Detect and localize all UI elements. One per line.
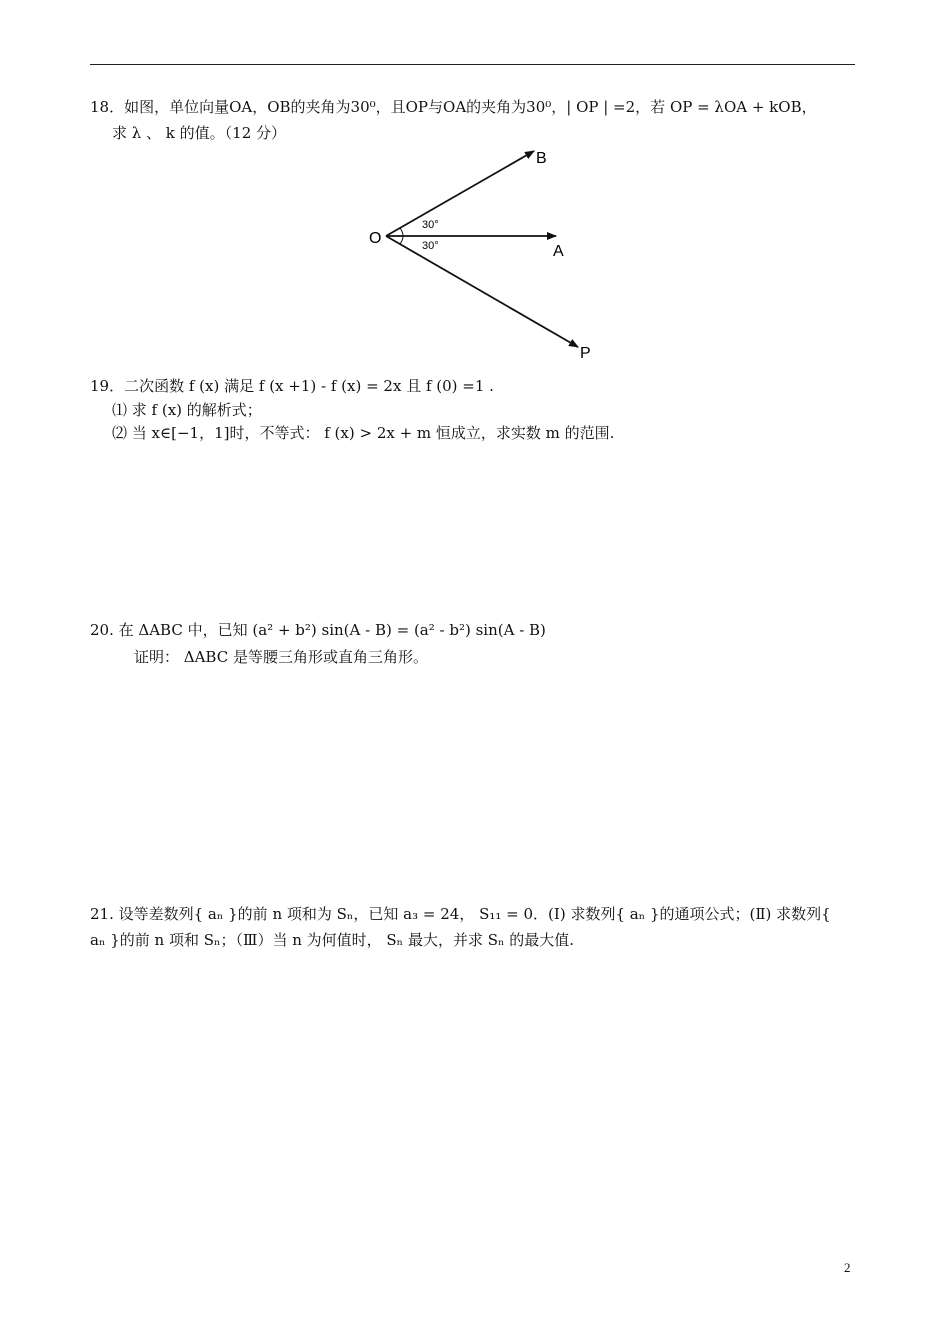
angle-label-top: 30° xyxy=(422,219,439,231)
q19-line1: 19．二次函数 f (x) 满足 f (x +1) - f (x) = 2x 且 f (0) =1 . xyxy=(90,377,494,395)
q21-line1: 21. 设等差数列{ aₙ }的前 n 项和为 Sₙ，已知 a₃ = 24， S₁₁ = 0．(Ⅰ) 求数列{ aₙ }的通项公式；(Ⅱ) 求数列{ xyxy=(90,905,831,923)
q20-line2: 证明： ΔABC 是等腰三角形或直角三角形。 xyxy=(134,648,428,666)
label-o: O xyxy=(369,230,382,247)
page-number: 2 xyxy=(844,1260,851,1275)
vector-op xyxy=(386,236,578,347)
label-a: A xyxy=(553,243,564,260)
vector-ob xyxy=(386,151,534,236)
label-b: B xyxy=(536,150,547,167)
header-rule xyxy=(90,64,855,65)
label-p: P xyxy=(580,345,591,362)
q18-line2: 求 λ 、 k 的值。（12 分） xyxy=(112,124,287,142)
angle-label-bottom: 30° xyxy=(422,240,439,252)
q19-line2: ⑴ 求 f (x) 的解析式； xyxy=(112,401,262,419)
q19-line3: ⑵ 当 x∈[−1，1]时，不等式： f (x) > 2x + m 恒成立，求实数 m 的范围. xyxy=(112,424,615,442)
q20-line1: 20. 在 ΔABC 中，已知 (a² + b²) sin(A - B) = (a² - b²) sin(A - B) xyxy=(90,621,546,639)
q18-line1: 18．如图，单位向量OA，OB的夹角为30⁰，且OP与OA的夹角为30⁰，| OP | =2，若 OP = λOA + kOB， xyxy=(90,98,817,116)
q21-line2: aₙ }的前 n 项和 Sₙ；（Ⅲ）当 n 为何值时， Sₙ 最大，并求 Sₙ 的最大值. xyxy=(90,931,575,949)
vector-diagram xyxy=(366,146,596,364)
